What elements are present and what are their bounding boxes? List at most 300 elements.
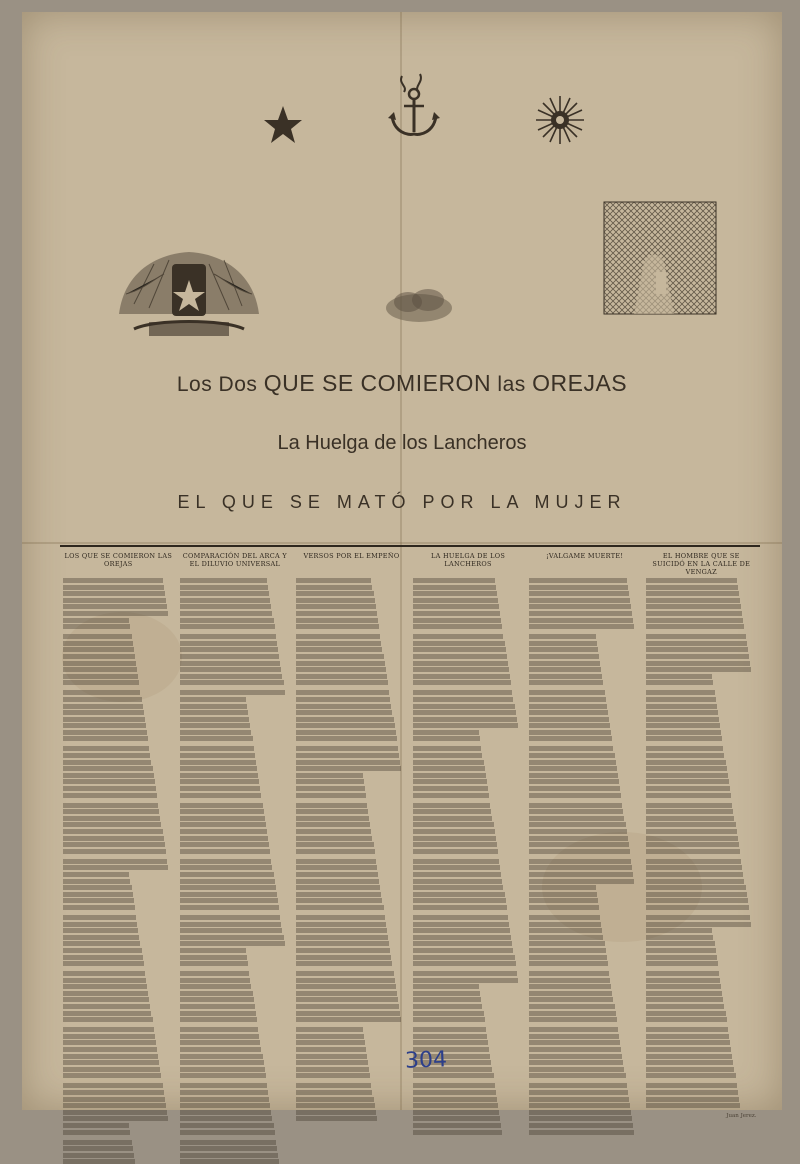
verse-line — [296, 955, 391, 960]
verse-line — [646, 898, 748, 903]
verse-line — [646, 786, 730, 791]
verse-line — [180, 803, 263, 808]
verse-line — [529, 1103, 630, 1108]
verse-line — [413, 618, 501, 623]
stanza — [529, 1027, 640, 1078]
verse-line — [529, 786, 620, 791]
stanza — [413, 1083, 524, 1134]
verse-line — [529, 634, 595, 639]
verse-line — [529, 978, 610, 983]
verse-line — [180, 1073, 266, 1078]
verse-line — [63, 1017, 153, 1022]
verse-line — [646, 611, 742, 616]
verse-line — [529, 753, 614, 758]
verse-line — [529, 647, 598, 652]
verse-line — [63, 604, 167, 609]
verse-line — [180, 1011, 256, 1016]
verse-line — [529, 680, 603, 685]
verse-line — [180, 1027, 259, 1032]
verse-line — [180, 1097, 270, 1102]
stanza — [529, 803, 640, 854]
verse-line — [646, 1047, 731, 1052]
verse-line — [529, 717, 609, 722]
verse-line — [63, 984, 147, 989]
verse-line — [63, 997, 149, 1002]
verse-line — [180, 773, 259, 778]
verse-line — [413, 634, 504, 639]
stanza — [529, 634, 640, 685]
verse-line — [63, 641, 133, 646]
verse-line — [296, 971, 393, 976]
title-part: OREJAS — [532, 370, 628, 396]
verse-line — [180, 984, 252, 989]
verse-line — [646, 654, 749, 659]
verse-line — [180, 697, 246, 702]
verse-line — [63, 1159, 135, 1164]
verse-line — [529, 961, 608, 966]
verse-line — [529, 885, 595, 890]
verse-line — [296, 578, 371, 583]
verse-line — [296, 723, 394, 728]
verse-line — [296, 753, 399, 758]
verse-line — [63, 634, 132, 639]
verse-line — [646, 971, 719, 976]
verse-line — [180, 948, 246, 953]
verse-line — [413, 892, 505, 897]
verse-line — [296, 997, 398, 1002]
stanza — [180, 1140, 291, 1164]
poem-signature: Juan Jerez. — [726, 1113, 757, 1120]
verse-line — [63, 746, 149, 751]
verse-line — [646, 746, 723, 751]
stanza — [63, 690, 174, 741]
verse-line — [413, 1097, 497, 1102]
verse-line — [529, 922, 601, 927]
verse-line — [646, 779, 729, 784]
verse-line — [180, 941, 285, 946]
verse-line — [180, 1153, 278, 1158]
verse-line — [646, 1083, 737, 1088]
verse-line — [529, 928, 602, 933]
verse-line — [646, 842, 739, 847]
verse-line — [646, 1060, 733, 1065]
verse-line — [296, 872, 378, 877]
verse-line — [180, 978, 251, 983]
stanza — [413, 634, 524, 685]
verse-line — [413, 865, 500, 870]
verse-line — [413, 661, 508, 666]
verse-line — [413, 793, 489, 798]
verse-line — [529, 1123, 633, 1128]
verse-line — [413, 955, 515, 960]
verse-line — [413, 984, 479, 989]
title-line-2: La Huelga de los Lancheros — [277, 432, 527, 454]
verse-line — [296, 641, 381, 646]
stanza — [646, 859, 757, 910]
verse-line — [296, 978, 394, 983]
stanza — [63, 803, 174, 854]
verse-line — [529, 865, 632, 870]
verse-line — [296, 1004, 399, 1009]
verse-line — [296, 1040, 365, 1045]
verse-line — [646, 753, 725, 758]
verse-line — [180, 793, 262, 798]
verse-line — [413, 1034, 487, 1039]
verse-line — [413, 667, 509, 672]
verse-line — [646, 915, 750, 920]
verse-line — [63, 680, 139, 685]
verse-line — [180, 654, 280, 659]
verse-line — [413, 1116, 500, 1121]
verse-line — [63, 1140, 132, 1145]
verse-line — [413, 730, 479, 735]
verse-line — [296, 618, 378, 623]
verse-line — [180, 971, 250, 976]
verse-line — [296, 915, 384, 920]
verse-line — [63, 1067, 160, 1072]
verse-line — [529, 1060, 623, 1065]
verse-line — [63, 872, 129, 877]
stanza — [63, 915, 174, 966]
verse-line — [296, 730, 396, 735]
verse-line — [180, 816, 265, 821]
verse-line — [413, 803, 490, 808]
stanza — [180, 634, 291, 685]
stanza — [63, 859, 174, 910]
sun-icon — [534, 94, 586, 146]
poem-column — [60, 552, 177, 1052]
verse-line — [296, 746, 398, 751]
stanza — [646, 971, 757, 1022]
verse-line — [413, 1103, 498, 1108]
verse-line — [63, 941, 140, 946]
verse-line — [296, 766, 401, 771]
verse-line — [529, 1027, 617, 1032]
poem-column — [526, 552, 643, 1052]
verse-line — [296, 948, 390, 953]
stanza — [646, 746, 757, 797]
verse-line — [413, 674, 510, 679]
verse-line — [63, 578, 163, 583]
verse-line — [646, 803, 732, 808]
verse-line — [413, 611, 500, 616]
verse-line — [63, 704, 143, 709]
verse-line — [63, 961, 144, 966]
verse-line — [413, 836, 496, 841]
verse-line — [63, 1073, 161, 1078]
verse-line — [296, 816, 369, 821]
verse-line — [180, 1090, 268, 1095]
stanza — [296, 1083, 407, 1121]
verse-line — [529, 859, 631, 864]
verse-line — [413, 766, 485, 771]
verse-line — [63, 836, 164, 841]
verse-line — [180, 730, 252, 735]
verse-line — [180, 1047, 262, 1052]
stanza — [413, 578, 524, 629]
verse-line — [413, 978, 518, 983]
verse-line — [180, 809, 264, 814]
verse-line — [180, 1110, 272, 1115]
verse-line — [180, 1123, 274, 1128]
verse-line — [63, 1027, 154, 1032]
verse-line — [180, 1159, 280, 1164]
verse-line — [63, 723, 146, 728]
verse-line — [296, 710, 392, 715]
verse-line — [529, 793, 621, 798]
poem-title: COMPARACIÓN DEL ARCA Y EL DILUVIO UNIVERSAL — [182, 552, 287, 568]
stanza — [296, 746, 407, 797]
verse-line — [646, 978, 720, 983]
verse-line — [646, 948, 716, 953]
verse-line — [529, 736, 612, 741]
verse-line — [646, 766, 727, 771]
verse-line — [180, 1040, 261, 1045]
verse-line — [63, 1153, 134, 1158]
verse-line — [646, 624, 744, 629]
verse-line — [413, 585, 496, 590]
verse-line — [63, 1097, 165, 1102]
verse-line — [646, 793, 731, 798]
stanza — [529, 578, 640, 629]
verse-line — [296, 591, 373, 596]
verse-line — [529, 935, 603, 940]
verse-line — [180, 680, 284, 685]
verse-line — [646, 872, 743, 877]
stanza — [529, 859, 640, 910]
verse-line — [296, 984, 396, 989]
verse-line — [296, 922, 386, 927]
verse-line — [296, 849, 375, 854]
stanza — [180, 859, 291, 910]
verse-line — [646, 1103, 740, 1108]
verse-line — [63, 978, 146, 983]
verse-line — [413, 829, 495, 834]
verse-line — [413, 604, 499, 609]
stanza — [63, 746, 174, 797]
verse-line — [413, 816, 493, 821]
verse-line — [413, 746, 482, 751]
verse-line — [63, 842, 165, 847]
verse-line — [296, 717, 393, 722]
verse-line — [413, 753, 483, 758]
verse-line — [646, 816, 734, 821]
verse-line — [529, 618, 633, 623]
verse-line — [529, 1004, 614, 1009]
verse-line — [63, 849, 166, 854]
verse-line — [296, 793, 366, 798]
verse-line — [529, 955, 606, 960]
verse-line — [180, 717, 250, 722]
verse-line — [296, 654, 383, 659]
verse-line — [296, 1090, 372, 1095]
verse-line — [296, 935, 388, 940]
verse-line — [180, 661, 281, 666]
inventory-number: 304 — [404, 1047, 448, 1074]
verse-line — [296, 585, 372, 590]
verse-line — [529, 1097, 629, 1102]
verse-line — [413, 647, 506, 652]
stanza — [646, 634, 757, 685]
verse-line — [413, 1090, 496, 1095]
verse-line — [413, 624, 503, 629]
verse-line — [529, 730, 611, 735]
verse-line — [529, 892, 596, 897]
verse-line — [180, 634, 276, 639]
verse-line — [529, 690, 604, 695]
verse-line — [529, 1090, 627, 1095]
verse-line — [180, 842, 270, 847]
verse-line — [413, 710, 516, 715]
verse-line — [646, 961, 718, 966]
verse-line — [63, 803, 158, 808]
stanza — [180, 746, 291, 797]
verse-line — [413, 760, 484, 765]
verse-line — [296, 859, 376, 864]
title-line-3: EL QUE SE MATÓ POR LA MUJER — [177, 492, 627, 512]
verse-line — [63, 1060, 159, 1065]
verse-line — [180, 753, 255, 758]
stanza — [63, 1027, 174, 1078]
verse-line — [63, 865, 168, 870]
stanza — [413, 859, 524, 910]
stanza — [646, 915, 757, 966]
verse-line — [180, 1146, 277, 1151]
verse-line — [180, 591, 270, 596]
verse-line — [529, 723, 610, 728]
verse-line — [63, 710, 144, 715]
verse-line — [413, 736, 480, 741]
verse-line — [296, 1067, 369, 1072]
verse-line — [413, 971, 517, 976]
poem-title: VERSOS POR EL EMPEÑO — [303, 552, 400, 560]
stanza — [180, 803, 291, 854]
verse-line — [646, 604, 741, 609]
verse-line — [180, 1067, 265, 1072]
title-line-1 — [22, 370, 782, 397]
stanza — [296, 859, 407, 910]
verse-line — [413, 773, 486, 778]
verse-line — [646, 647, 748, 652]
verse-line — [529, 948, 605, 953]
verse-line — [413, 935, 511, 940]
stanza — [63, 634, 174, 685]
verse-line — [180, 641, 277, 646]
verse-line — [63, 859, 167, 864]
verse-line — [296, 1097, 373, 1102]
verse-line — [413, 905, 507, 910]
stanza — [296, 690, 407, 741]
verse-line — [413, 859, 499, 864]
stanza — [296, 578, 407, 629]
verse-line — [63, 1004, 150, 1009]
verse-line — [63, 736, 148, 741]
verse-line — [646, 736, 722, 741]
verse-line — [180, 611, 273, 616]
verse-line — [180, 746, 254, 751]
verse-line — [529, 654, 599, 659]
stanza — [413, 915, 524, 966]
verse-line — [646, 618, 743, 623]
verse-line — [413, 1017, 485, 1022]
verse-line — [529, 578, 626, 583]
stanza — [413, 803, 524, 854]
verse-line — [63, 793, 157, 798]
stanza — [180, 971, 291, 1022]
verse-line — [413, 872, 501, 877]
verse-line — [413, 598, 498, 603]
verse-line — [413, 1027, 486, 1032]
verse-line — [646, 1004, 725, 1009]
stanza — [296, 1027, 407, 1078]
verse-line — [63, 585, 164, 590]
verse-line — [529, 766, 616, 771]
verse-line — [296, 809, 368, 814]
verse-line — [180, 885, 276, 890]
verse-line — [646, 984, 721, 989]
verse-line — [646, 773, 728, 778]
verse-line — [63, 1090, 164, 1095]
verse-line — [646, 955, 717, 960]
verse-line — [180, 915, 281, 920]
verse-line — [180, 1034, 260, 1039]
verse-line — [180, 667, 282, 672]
verse-line — [413, 704, 515, 709]
stanza — [296, 971, 407, 1022]
stanza — [413, 746, 524, 797]
verse-line — [646, 1027, 728, 1032]
verse-line — [646, 697, 716, 702]
verse-line — [180, 955, 247, 960]
verse-line — [63, 1083, 163, 1088]
verse-line — [180, 1103, 271, 1108]
verse-line — [63, 661, 136, 666]
verse-line — [529, 1011, 615, 1016]
verse-line — [296, 885, 380, 890]
verse-line — [63, 955, 143, 960]
verse-line — [180, 928, 283, 933]
verse-line — [646, 885, 746, 890]
verse-line — [63, 760, 151, 765]
poem-body — [180, 578, 291, 1164]
verse-line — [180, 829, 267, 834]
verse-line — [646, 849, 740, 854]
verse-line — [296, 661, 384, 666]
verse-line — [180, 1060, 264, 1065]
stanza — [413, 971, 524, 1022]
verse-line — [413, 779, 487, 784]
verse-line — [63, 647, 134, 652]
verse-line — [646, 905, 749, 910]
verse-line — [63, 667, 137, 672]
verse-line — [529, 1073, 625, 1078]
poem-body — [296, 578, 407, 1121]
verse-line — [63, 690, 140, 695]
stanza — [180, 1027, 291, 1078]
verse-line — [180, 1017, 257, 1022]
verse-line — [296, 829, 371, 834]
verse-line — [180, 1083, 267, 1088]
verse-line — [529, 746, 613, 751]
verse-line — [296, 1103, 375, 1108]
verse-line — [296, 667, 386, 672]
verse-line — [529, 1116, 632, 1121]
verse-line — [180, 997, 254, 1002]
stanza — [63, 971, 174, 1022]
verse-line — [63, 991, 148, 996]
verse-line — [296, 704, 391, 709]
verse-line — [296, 1073, 370, 1078]
